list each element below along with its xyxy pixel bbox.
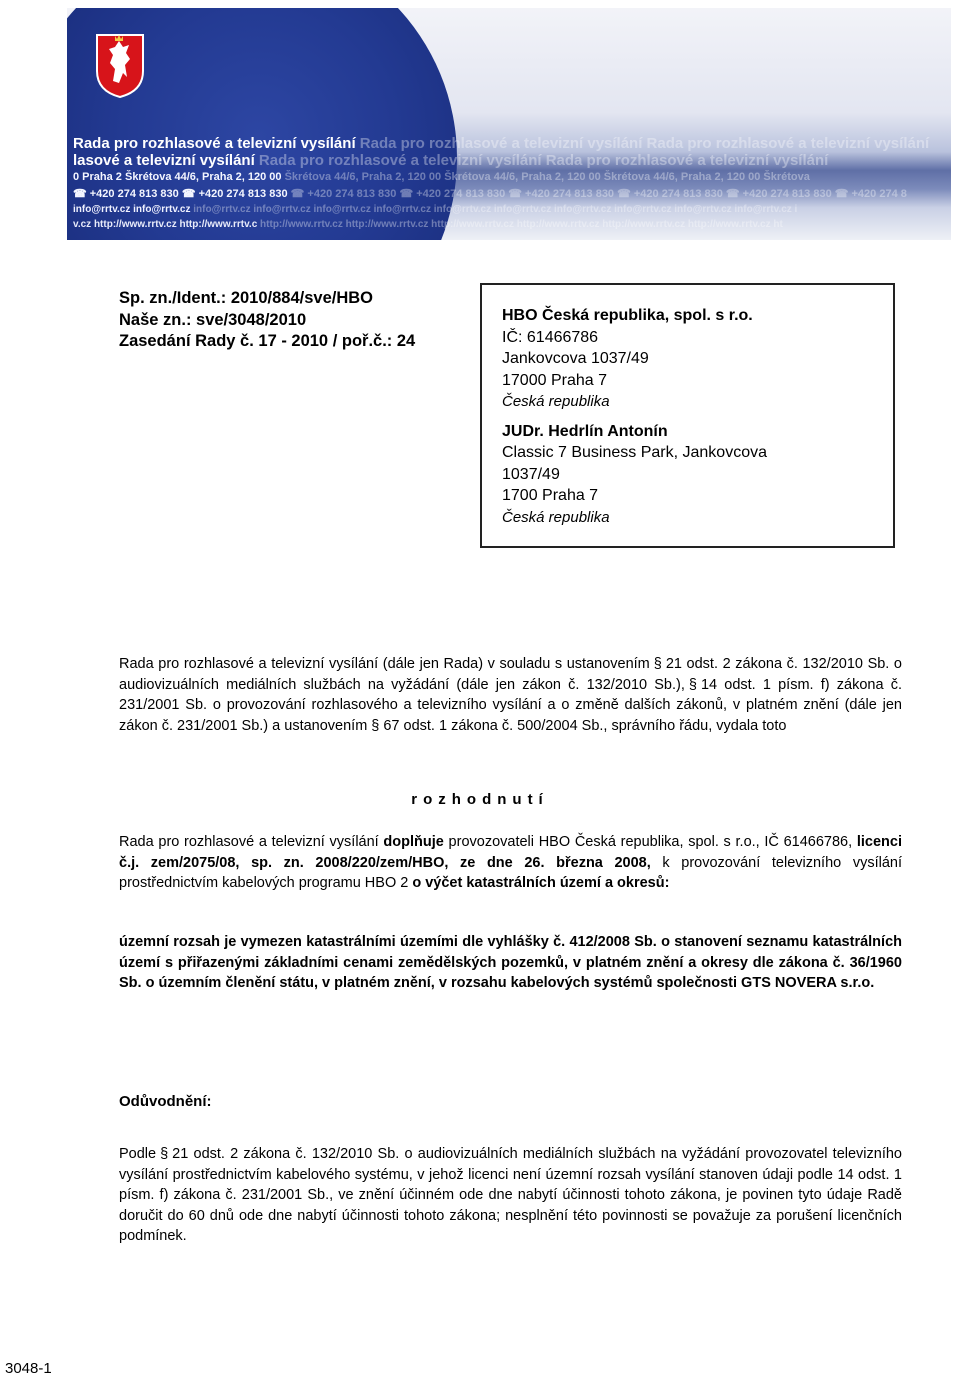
banner-phone: ☎ +420 274 813 830 ☎ +420 274 813 830 ☎ +420 274 813 830 ☎ +420 274 813 830 ☎ +420 274 813 830 ☎ +420 274 813 830 ☎ +420 274 813 830 ☎ +420 274 8 xyxy=(73,188,907,200)
banner-title-line: Rada pro rozhlasové a televizní vysílání Rada pro rozhlasové a televizní vysílání Rada pro rozhlasové a televizní vysílání xyxy=(73,135,930,152)
banner-web[interactable]: v.cz http://www.rrtv.cz http://www.rrtv.c http://www.rrtv.cz http://www.rrtv.cz http://www.rrtv.cz http://www.rrtv.cz http://www.rrtv.cz http://www.rrtv.cz ht xyxy=(73,219,783,230)
contact-country: Česká republika xyxy=(502,508,610,526)
decision-heading: rozhodnutí xyxy=(411,791,549,808)
reasoning-paragraph: Podle § 21 odst. 2 zákona č. 132/2010 Sb. o audiovizuálních mediálních službách na vyžádání provozovatel televizního vysílání prostřednictvím kabelového systému, v jehož licenci není územní rozsah vysílání stanoven údaji podle 14 odst. 1 písm. f) zákona č. 231/2001 Sb., ve znění účinném ode dne nabytí účinnosti tohoto zákona, je povinen tyto údaje Radě doručit do 60 dnů ode dne nabytí účinnosti tohoto zákona; nesplnění této povinnosti se považuje za porušení licenčních podmínek. xyxy=(119,1146,902,1245)
banner-address: 0 Praha 2 Škrétova 44/6, Praha 2, 120 00 Škrétova 44/6, Praha 2, 120 00 Škrétova 44/6, Praha 2, 120 00 Škrétova 44/6, Praha 2, 120 00 Škrétova xyxy=(73,171,810,183)
contact-street-number: 1037/49 xyxy=(502,465,560,483)
recipient-company: HBO Česká republika, spol. s r.o. xyxy=(502,307,753,324)
contact-name: JUDr. Hedrlín Antonín xyxy=(502,422,668,440)
reference-block xyxy=(119,288,415,353)
reference-ident: Sp. zn./Ident.: 2010/884/sve/HBO xyxy=(119,289,374,307)
decision-paragraph: Rada pro rozhlasové a televizní vysílání doplňuje provozovateli HBO Česká republika, spol. s r.o., IČ 61466786, licenci č.j. zem/2075/08, sp. zn. 2008/220/zem/HBO, ze dne 26. března 2008, k provozování televizního vysílání prostřednictvím kabelových programu HBO 2 o výčet katastrálních území a okresů: xyxy=(119,834,903,892)
page-footer-code: 3048-1 xyxy=(5,1360,52,1377)
territory-paragraph: územní rozsah je vymezen katastrálními územími dle vyhlášky č. 412/2008 Sb. o stanovení seznamu katastrálních území s přiřazenými základními cenami zemědělských pozemků, v platném znění a okresy dle zákona č. 36/1960 Sb. o územním členění státu, v platném znění, v rozsahu kabelových systémů společnosti GTS NOVERA s.r.o. xyxy=(119,934,902,992)
czech-coat-of-arms-icon xyxy=(95,33,145,99)
contact-city: 1700 Praha 7 xyxy=(502,487,599,504)
banner-email[interactable]: info@rrtv.cz info@rrtv.cz info@rrtv.cz info@rrtv.cz info@rrtv.cz info@rrtv.cz info@rrtv.cz info@rrtv.cz info@rrtv.cz info@rrtv.cz info@rrtv.cz info@rrtv.cz i xyxy=(73,204,798,215)
recipient-country: Česká republika xyxy=(502,393,610,410)
intro-paragraph: Rada pro rozhlasové a televizní vysílání (dále jen Rada) v souladu s ustanovením § 21 odst. 2 zákona č. 132/2010 Sb. o audiovizuálních mediálních službách na vyžádání (dále jen zákon č. 132/2010 Sb.), § 14 odst. 1 písm. f) zákona č. 231/2001 Sb. o provozování rozhlasového a televizního vysílání a o změně dalších zákonů, v platném znění (dále jen zákon č. 231/2001 Sb.) a ustanovením § 67 odst. 1 zákona č. 500/2004 Sb., správního řádu, vydala toto xyxy=(119,656,902,734)
reference-our-ref: Naše zn.: sve/3048/2010 xyxy=(119,310,307,329)
recipient-ic: IČ: 61466786 xyxy=(502,328,599,346)
recipient-address-box xyxy=(480,283,895,548)
banner-title-line-2: lasové a televizní vysílání Rada pro rozhlasové a televizní vysílání Rada pro rozhlasové a televizní vysílání xyxy=(73,152,829,169)
reference-session: Zasedání Rady č. 17 - 2010 / poř.č.: 24 xyxy=(119,332,416,350)
contact-street: Classic 7 Business Park, Jankovcova xyxy=(502,444,767,461)
letterhead-banner xyxy=(67,8,951,240)
recipient-city: 17000 Praha 7 xyxy=(502,371,607,389)
reasoning-heading: Odůvodnění: xyxy=(119,1093,212,1110)
recipient-street: Jankovcova 1037/49 xyxy=(502,350,649,367)
